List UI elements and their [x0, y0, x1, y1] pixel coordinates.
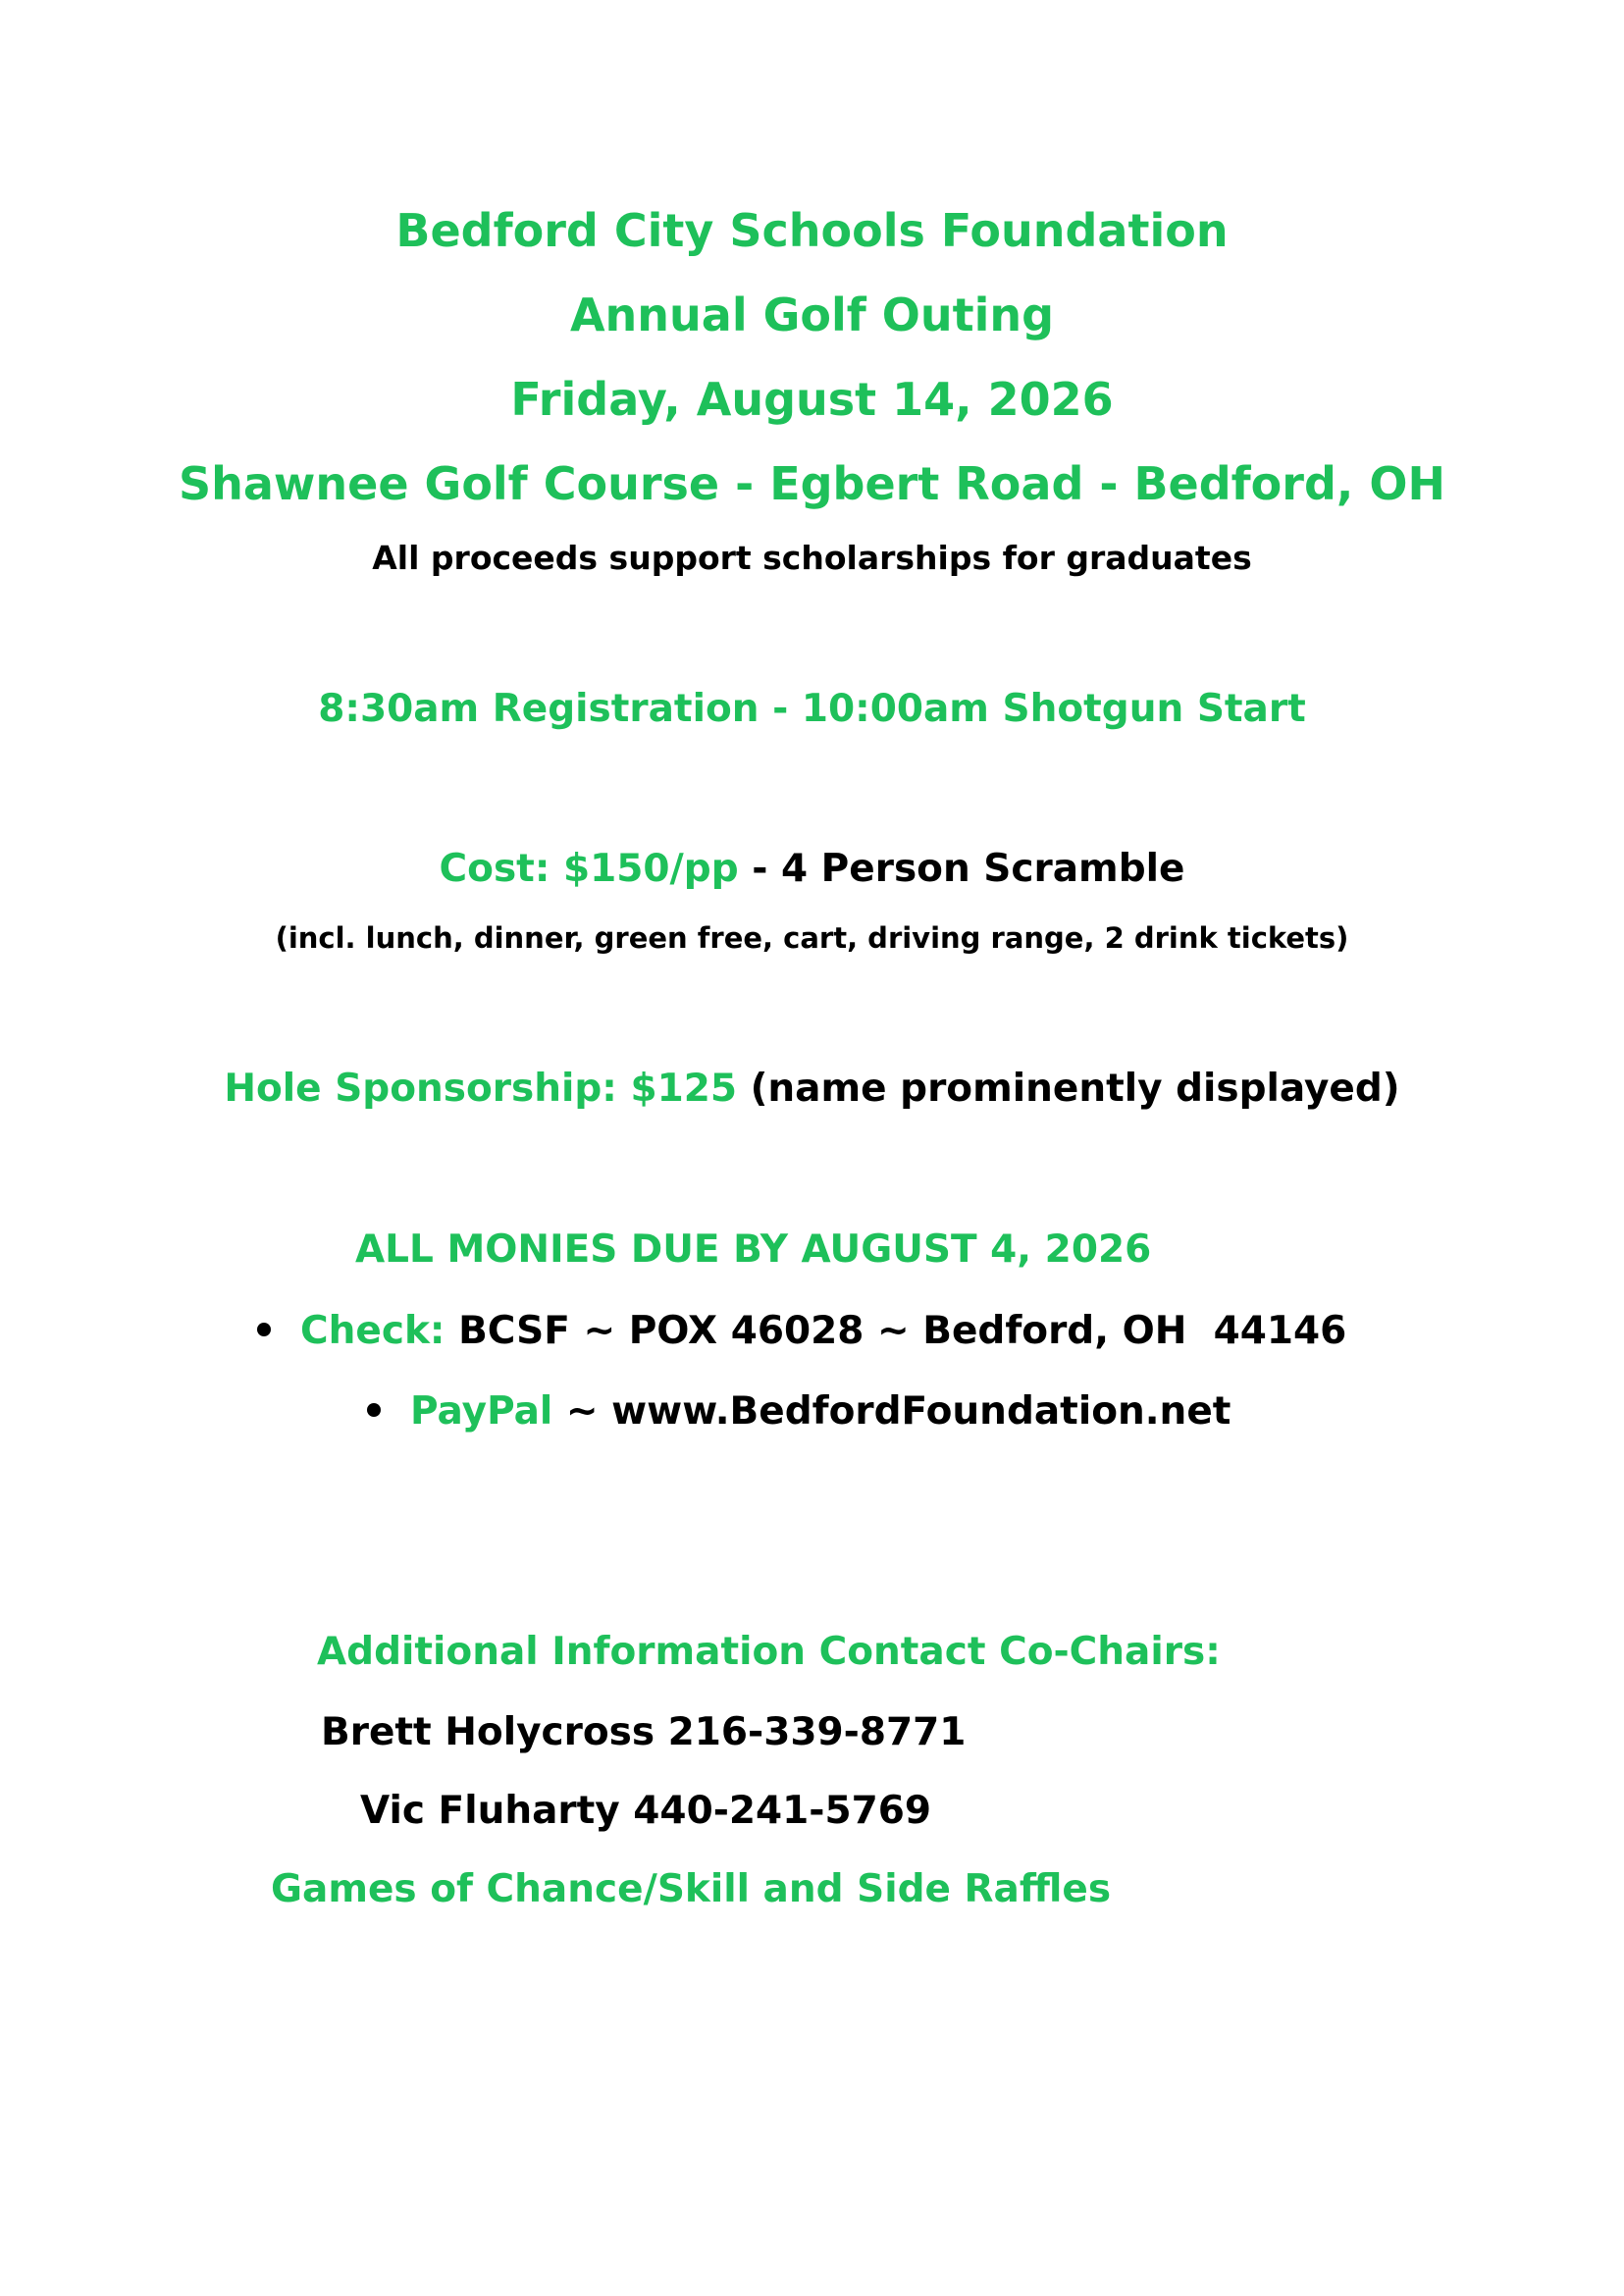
proceeds-note: All proceeds support scholarships for graduates: [372, 539, 1252, 577]
check-label: Check:: [300, 1309, 459, 1353]
sponsorship-note: (name prominently displayed): [737, 1067, 1400, 1111]
event-location: Shawnee Golf Course - Egbert Road - Bedford, OH: [178, 457, 1445, 510]
org-name: Bedford City Schools Foundation: [395, 204, 1229, 257]
payment-check: [257, 1309, 1347, 1353]
event-title: Annual Golf Outing: [569, 288, 1055, 341]
sponsorship-line: [0, 1067, 1624, 1111]
event-date: Friday, August 14, 2026: [510, 373, 1114, 426]
schedule: 8:30am Registration - 10:00am Shotgun Start: [318, 687, 1306, 731]
check-value: BCSF ~ POX 46028 ~ Bedford, OH 44146: [458, 1309, 1347, 1353]
bullet-icon: [257, 1323, 271, 1336]
contact-heading: Additional Information Contact Co-Chairs:: [317, 1630, 1221, 1674]
extras-note: Games of Chance/Skill and Side Raffles: [271, 1867, 1112, 1911]
cost-format: - 4 Person Scramble: [738, 847, 1185, 891]
bullet-icon: [367, 1403, 381, 1417]
payment-due: ALL MONIES DUE BY AUGUST 4, 2026: [355, 1227, 1152, 1272]
cost-includes: (incl. lunch, dinner, green free, cart, driving range, 2 drink tickets): [275, 921, 1349, 955]
paypal-value: ~ www.BedfordFoundation.net: [552, 1389, 1231, 1434]
cost-line: [0, 847, 1624, 891]
contact-chair-2: Vic Fluharty 440-241-5769: [360, 1789, 932, 1833]
contact-chair-1: Brett Holycross 216-339-8771: [321, 1710, 967, 1754]
sponsorship-label: Hole Sponsorship: $125: [224, 1067, 737, 1111]
cost-label: Cost: $150/pp: [439, 847, 739, 891]
payment-paypal: [367, 1389, 1231, 1434]
paypal-label: PayPal: [410, 1389, 553, 1434]
